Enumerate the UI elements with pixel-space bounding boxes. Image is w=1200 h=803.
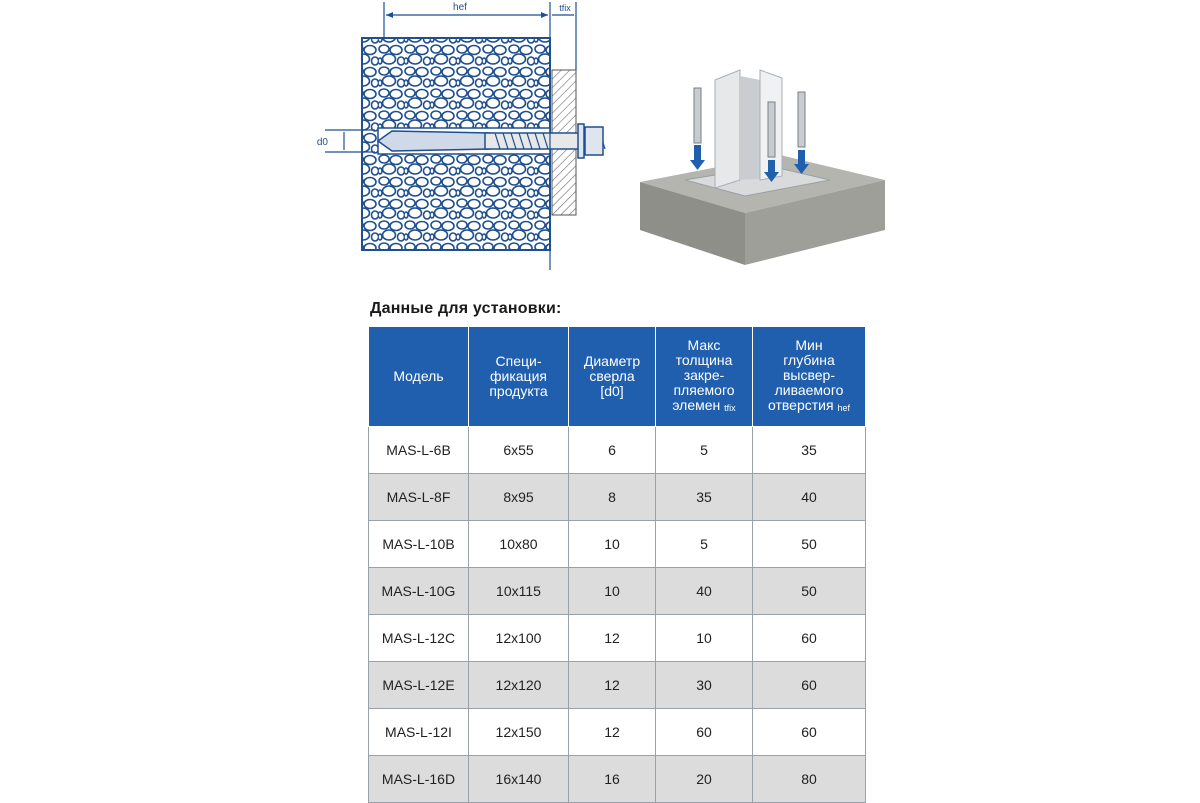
column-header-line: Диаметр xyxy=(583,353,641,369)
table-cell: 10 xyxy=(656,615,753,662)
column-header-line: сверла xyxy=(589,368,635,384)
column-header-line: закре- xyxy=(683,366,725,383)
table-cell: 8x95 xyxy=(469,474,569,521)
column-header-line: Макс xyxy=(687,336,721,353)
column-header-line: продукта xyxy=(489,383,548,399)
table-row xyxy=(369,615,866,662)
table-cell: 60 xyxy=(656,709,753,756)
column-header-subscript: tfix xyxy=(724,402,736,413)
table-cell: 12 xyxy=(569,615,656,662)
table-cell: 10x115 xyxy=(469,568,569,615)
table-cell: MAS-L-10B xyxy=(369,521,469,568)
table-cell: 8 xyxy=(569,474,656,521)
table-cell: MAS-L-16D xyxy=(369,756,469,803)
column-header-line: элемен $_{tfix}$ xyxy=(672,396,736,413)
table-cell: 10x80 xyxy=(469,521,569,568)
table-header-row xyxy=(369,327,866,427)
column-header xyxy=(656,327,753,427)
table-cell: MAS-L-12E xyxy=(369,662,469,709)
table-cell: MAS-L-12I xyxy=(369,709,469,756)
table-cell: 60 xyxy=(753,662,866,709)
column-header-line: ливаемого xyxy=(774,381,844,398)
column-footing-illustration xyxy=(630,50,890,275)
table-row xyxy=(369,521,866,568)
table-cell: 5 xyxy=(656,521,753,568)
label-hef: hef xyxy=(453,2,467,13)
anchor-sleeve xyxy=(378,131,490,151)
table-row xyxy=(369,662,866,709)
table-cell: 12 xyxy=(569,662,656,709)
column-header-line: Модель xyxy=(393,368,444,384)
column-header-line: пляемого xyxy=(673,381,735,398)
label-tfix: tfix xyxy=(559,3,571,13)
table-cell: 5 xyxy=(656,427,753,474)
table-cell: 40 xyxy=(656,568,753,615)
table-row xyxy=(369,568,866,615)
table-row xyxy=(369,474,866,521)
table-cell: MAS-L-12C xyxy=(369,615,469,662)
table-cell: 60 xyxy=(753,615,866,662)
installation-data-table xyxy=(368,326,866,803)
column-header-subscript: hef xyxy=(837,402,850,413)
steel-column-flange xyxy=(715,70,740,188)
table-cell: 12x150 xyxy=(469,709,569,756)
column-header-line: отверстия $_{hef}$ xyxy=(768,396,850,413)
table-cell: 16x140 xyxy=(469,756,569,803)
table-body xyxy=(369,427,866,803)
table-cell: 35 xyxy=(753,427,866,474)
table-cell: 12 xyxy=(569,709,656,756)
nut xyxy=(585,127,603,155)
column-header-line: [d0] xyxy=(600,383,624,399)
table-cell: 60 xyxy=(753,709,866,756)
table-cell: 6 xyxy=(569,427,656,474)
column-header-line: Мин xyxy=(795,336,823,353)
section-title: Данные для установки: xyxy=(370,300,562,317)
table-row xyxy=(369,756,866,803)
column-header xyxy=(569,327,656,427)
column-header-line: глубина xyxy=(783,351,835,368)
table-cell: 30 xyxy=(656,662,753,709)
anchor-installation-diagram xyxy=(300,0,610,275)
column-header xyxy=(753,327,866,427)
table-cell: 12x100 xyxy=(469,615,569,662)
table-cell: 20 xyxy=(656,756,753,803)
table-cell: 12x120 xyxy=(469,662,569,709)
table-cell: 50 xyxy=(753,568,866,615)
table-cell: 6x55 xyxy=(469,427,569,474)
table-cell: 10 xyxy=(569,568,656,615)
table-cell: 10 xyxy=(569,521,656,568)
column-header xyxy=(469,327,569,427)
column-header-line: толщина xyxy=(675,351,733,368)
label-d0: d0 xyxy=(316,137,328,148)
column-header xyxy=(369,327,469,427)
table-cell: 50 xyxy=(753,521,866,568)
table-cell: 40 xyxy=(753,474,866,521)
column-header-line: фикация xyxy=(490,368,547,384)
table-row xyxy=(369,709,866,756)
table-row xyxy=(369,427,866,474)
table-cell: 80 xyxy=(753,756,866,803)
column-header-line: Специ- xyxy=(495,353,542,369)
table-cell: 35 xyxy=(656,474,753,521)
column-header-line: высвер- xyxy=(782,366,835,383)
table-cell: MAS-L-8F xyxy=(369,474,469,521)
table-cell: MAS-L-6B xyxy=(369,427,469,474)
table-cell: MAS-L-10G xyxy=(369,568,469,615)
washer xyxy=(578,124,584,158)
table-cell: 16 xyxy=(569,756,656,803)
